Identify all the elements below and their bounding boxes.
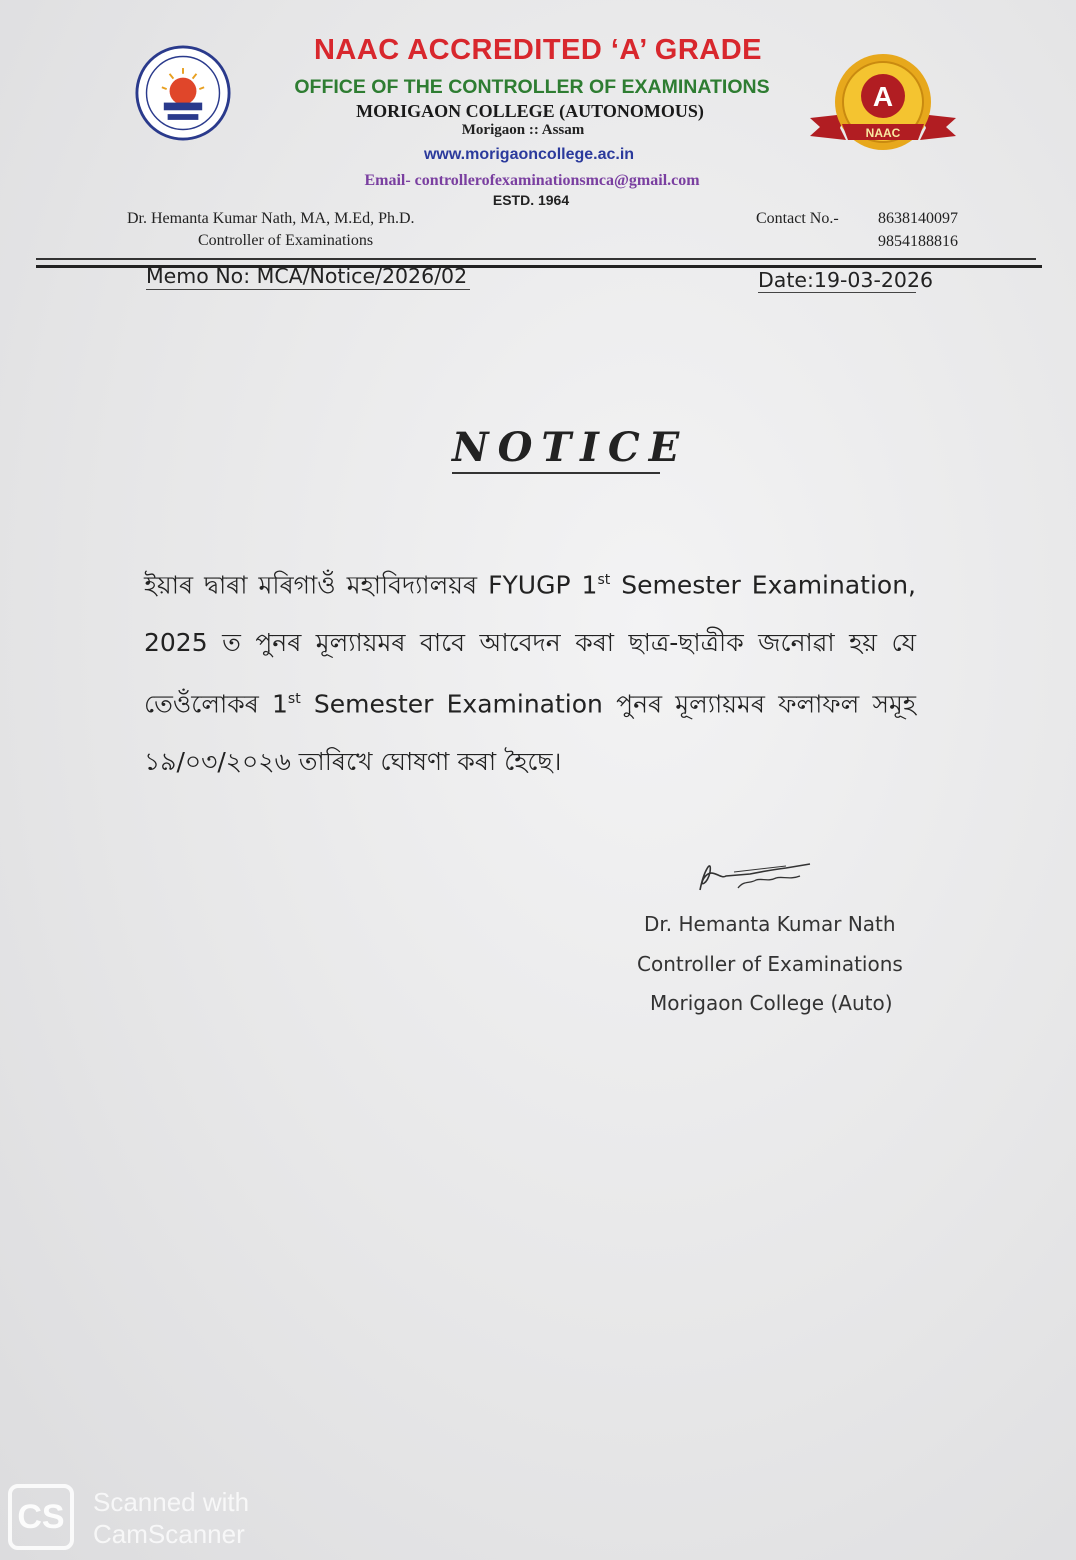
watermark-line-2: CamScanner [93,1519,245,1549]
watermark-line-1: Scanned with [93,1487,250,1517]
college-name: MORIGAON COLLEGE (AUTONOMOUS) [356,101,704,121]
college-website-link[interactable]: www.morigaoncollege.ac.in [423,146,635,163]
controller-title: Controller of Examinations [198,232,374,249]
notice-underline [452,472,660,474]
camscanner-logo-icon: CS [8,1484,74,1550]
office-heading: OFFICE OF THE CONTROLLER OF EXAMINATIONS [294,76,770,98]
contact-number-1: 8638140097 [878,210,958,227]
notice-title: NOTICE [452,424,689,471]
signatory-name: Dr. Hemanta Kumar Nath [644,912,896,936]
ordinal-suffix-2: st [287,691,301,708]
memo-underline [146,289,470,290]
memo-number: Memo No: MCA/Notice/2026/02 [146,264,468,288]
signatory-college: Morigaon College (Auto) [650,991,893,1015]
notice-body-text-3: Semester Examination পুনৰ মূল্যায়মৰ ফলাফল সমূহ ১৯/০৩/২০২৬ তাৰিখে ঘোষণা কৰা হৈছে। [144,689,916,777]
date-underline [758,292,916,293]
controller-name: Dr. Hemanta Kumar Nath, MA, M.Ed, Ph.D. [127,210,415,227]
college-location: Morigaon :: Assam [461,122,585,138]
accreditation-heading: NAAC ACCREDITED ‘A’ GRADE [313,34,763,66]
contact-number-2: 9854188816 [878,233,958,250]
notice-body [144,552,916,791]
svg-text:A: A [872,81,894,112]
svg-text:NAAC: NAAC [865,126,901,140]
notice-body-text-2: Semester Examination, 2025 ত পুনৰ মূল্যায়মৰ বাবে আবেদন কৰা ছাত্ৰ-ছাত্ৰীক জনোৱা হয় যে তেওঁলোকৰ 1 [144,570,916,719]
camscanner-watermark [93,1486,249,1550]
signatory-title: Controller of Examinations [637,952,903,976]
handwritten-signature [690,850,820,900]
notice-body-text-1: ইয়াৰ দ্বাৰা মৰিগাওঁ মহাবিদ্যালয়ৰ FYUGP 1 [144,570,598,600]
established-year: ESTD. 1964 [492,192,570,208]
header-divider [36,258,1036,260]
college-email[interactable]: Email- controllerofexaminationsmca@gmail.com [364,172,700,189]
ordinal-suffix-1: st [597,572,611,588]
contact-label: Contact No.- [756,210,839,227]
memo-date: Date:19-03-2026 [758,268,934,292]
